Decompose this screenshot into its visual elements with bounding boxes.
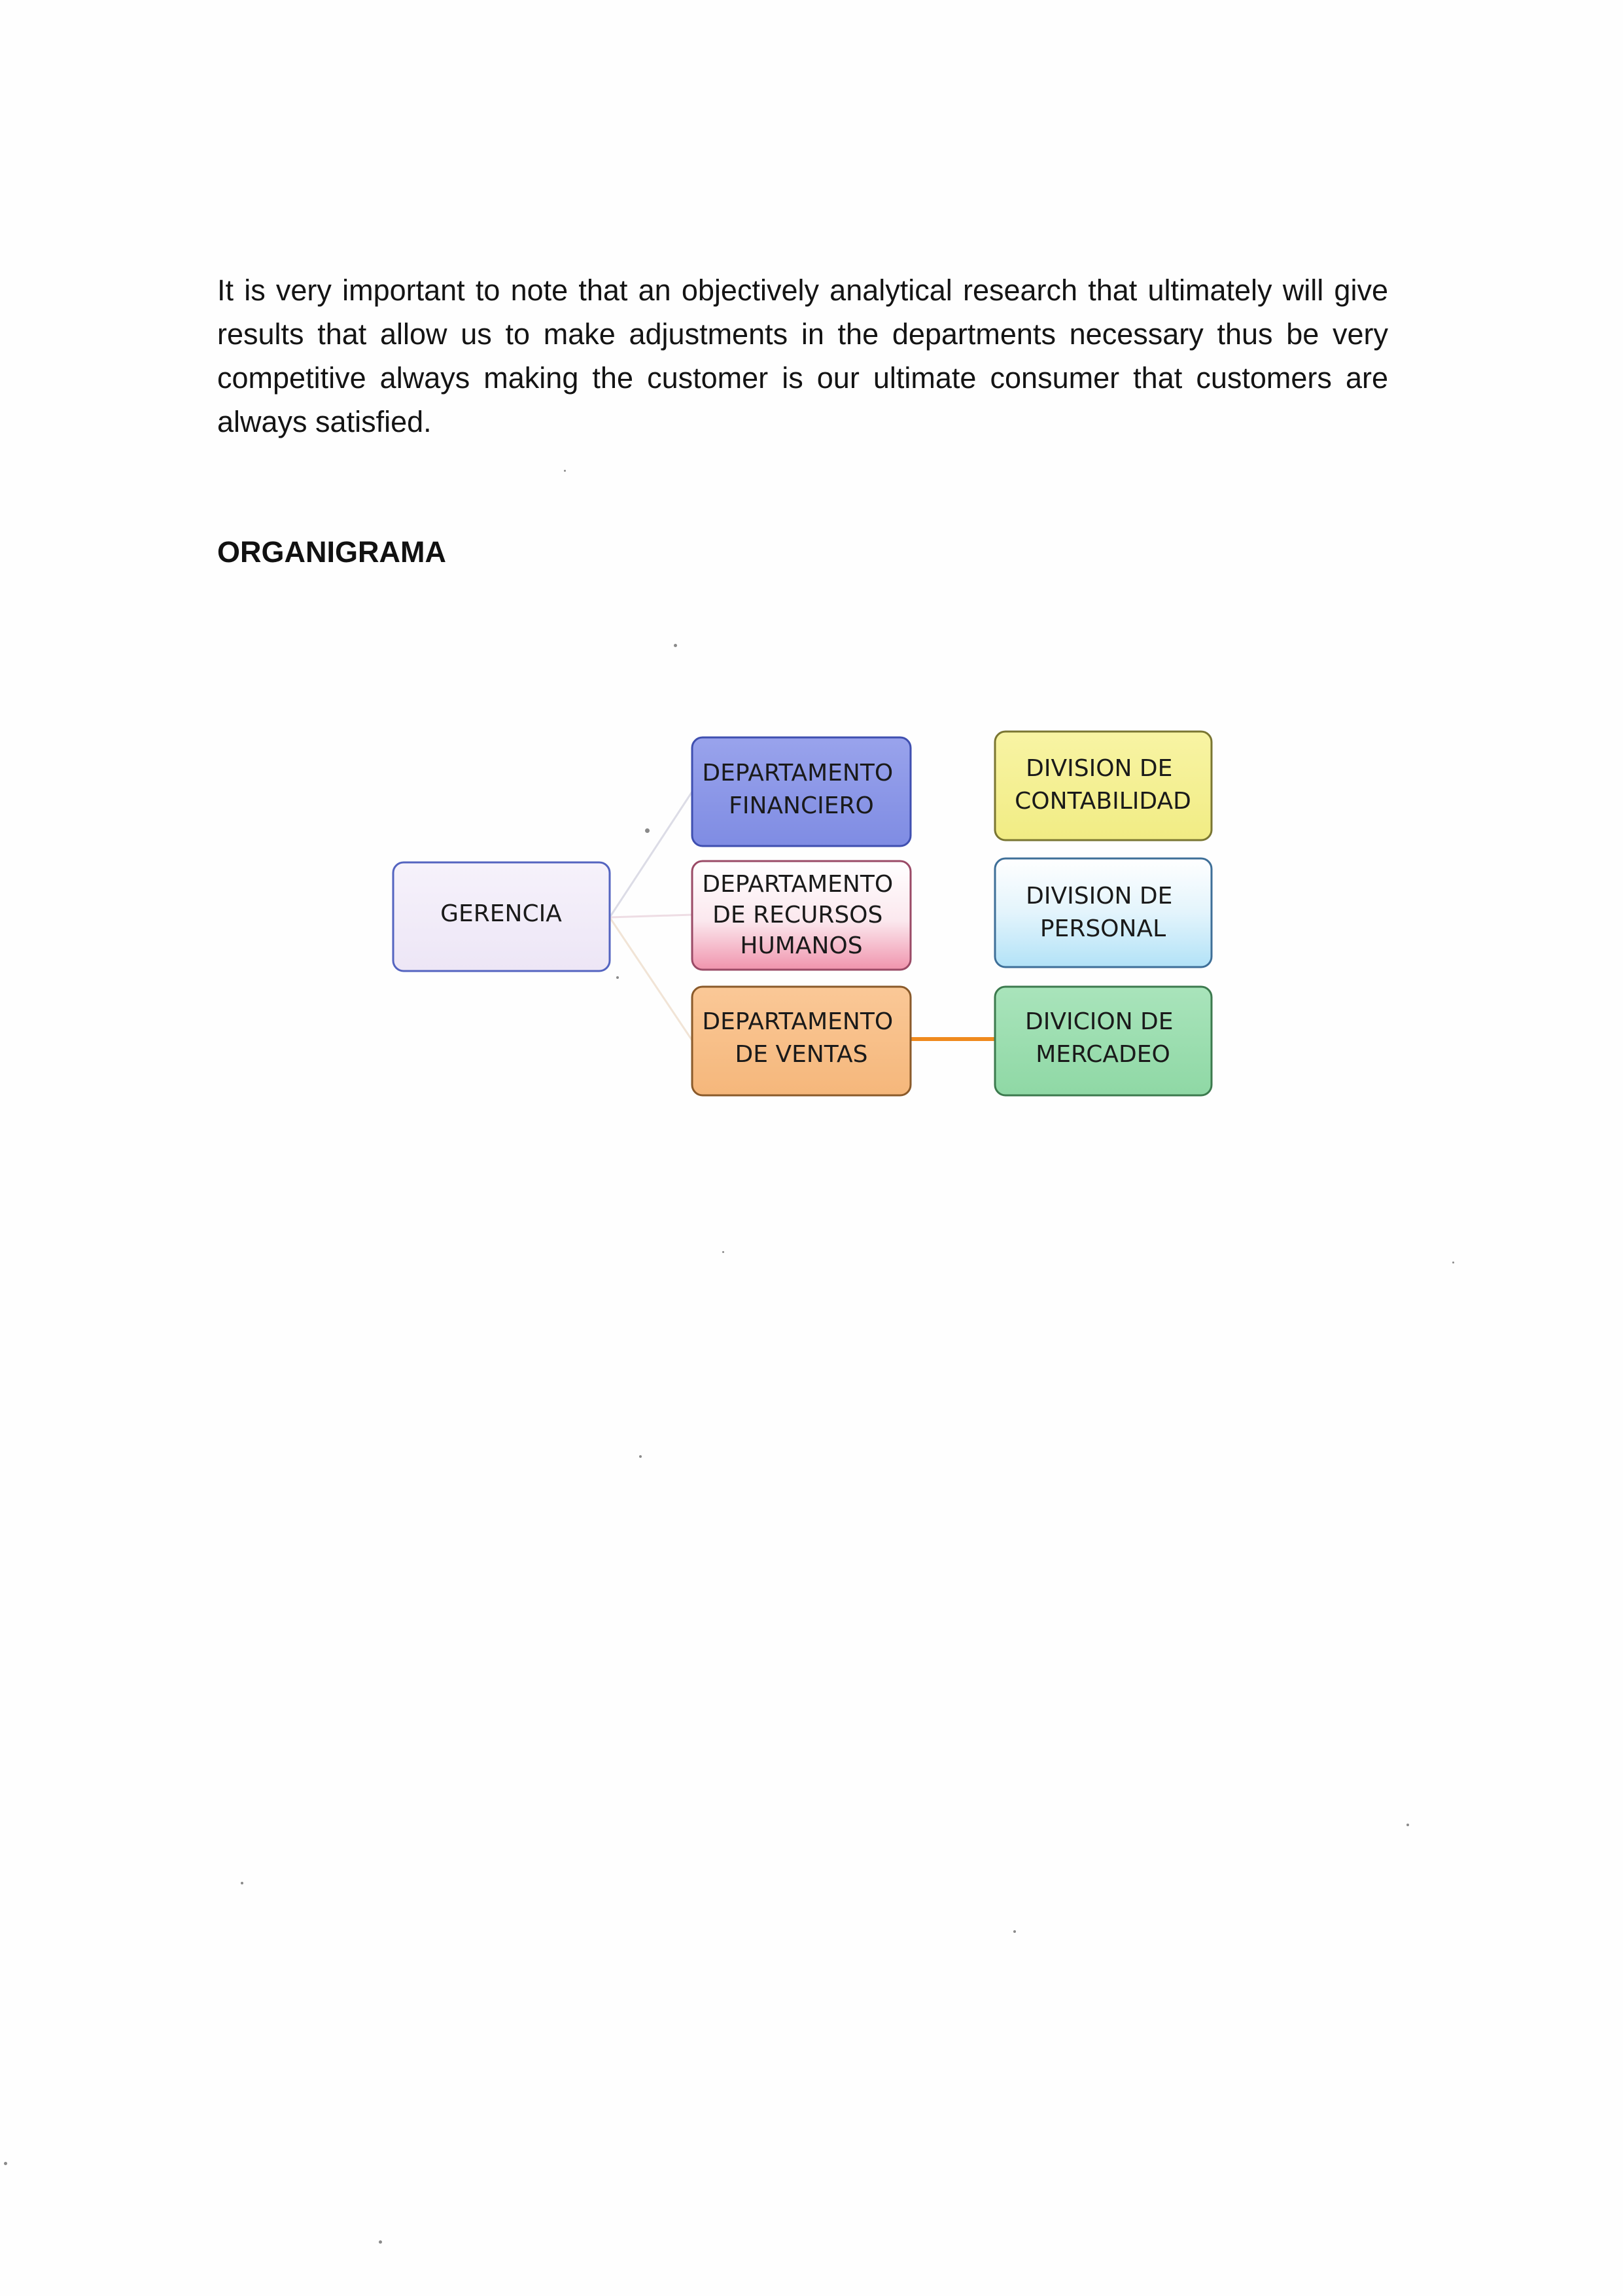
body-paragraph: It is very important to note that an objectively analytical research that ultimately will give results that allow us to make adjustments in the departments necessary thus be very competitive always making the customer is our ultimate consumer that customers are always satisfied. xyxy=(217,274,1388,438)
scan-speck xyxy=(379,2240,382,2244)
gerencia-label: GERENCIA xyxy=(440,900,562,927)
departamento-recursos-humanos-node xyxy=(692,861,911,970)
scan-speck xyxy=(645,828,650,833)
scan-speck xyxy=(674,644,677,647)
division-contabilidad-label: DIVISION DE CONTABILIDAD xyxy=(1015,755,1191,815)
scan-speck xyxy=(616,976,619,979)
departamento-financiero-node xyxy=(692,737,911,846)
scan-speck xyxy=(639,1455,642,1458)
division-mercadeo-label: DIVICION DE MERCADEO xyxy=(1025,1008,1174,1068)
gerencia-node xyxy=(393,862,610,971)
departamento-recursos-humanos-label: DEPARTAMENTO DE RECURSOS HUMANOS xyxy=(702,871,894,959)
root-connectors xyxy=(610,792,692,1040)
section-heading: ORGANIGRAMA xyxy=(217,535,446,569)
departamento-financiero-label: DEPARTAMENTO FINANCIERO xyxy=(702,760,894,819)
scan-speck xyxy=(1406,1824,1409,1826)
division-personal-label: DIVISION DE PERSONAL xyxy=(1026,883,1173,942)
division-mercadeo-node xyxy=(995,987,1212,1095)
division-contabilidad-node xyxy=(995,732,1212,840)
scan-speck xyxy=(564,470,566,472)
scan-speck xyxy=(241,1882,243,1884)
scan-speck xyxy=(1452,1262,1454,1263)
departamento-ventas-label: DEPARTAMENTO DE VENTAS xyxy=(702,1008,894,1068)
division-personal-node xyxy=(995,858,1212,967)
departamento-ventas-node xyxy=(692,987,911,1095)
scan-speck xyxy=(722,1251,724,1253)
scan-speck xyxy=(1013,1930,1016,1933)
scan-speck xyxy=(4,2162,7,2165)
